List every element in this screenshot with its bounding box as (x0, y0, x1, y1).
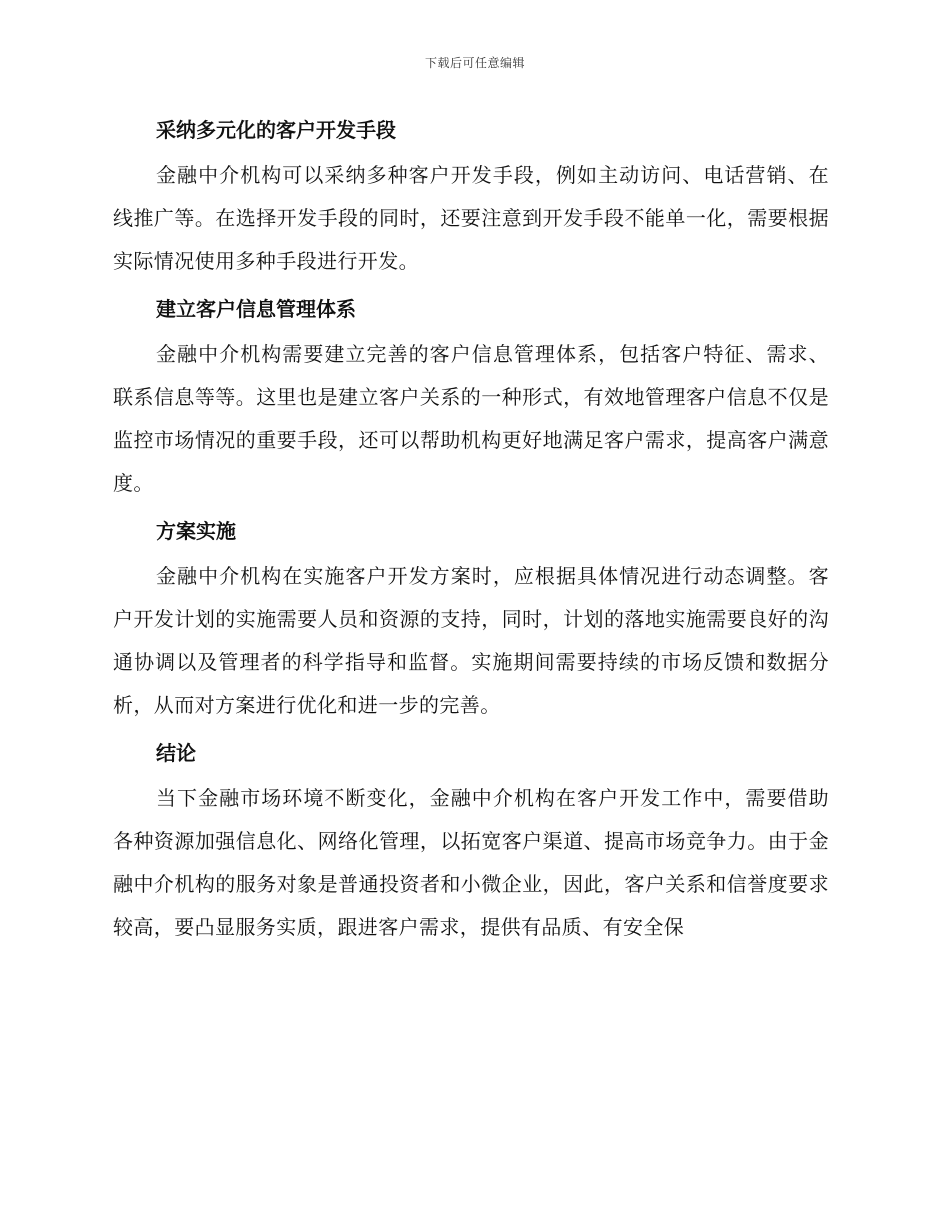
section-paragraph: 金融中介机构可以采纳多种客户开发手段，例如主动访问、电话营销、在线推广等。在选择开发手段的同时，还要注意到开发手段不能单一化，需要根据实际情况使用多种手段进行开发。 (113, 163, 829, 273)
section-heading: 方案实施 (156, 519, 236, 543)
document-body (113, 108, 829, 949)
section-paragraph: 当下金融市场环境不断变化，金融中介机构在客户开发工作中，需要借助各种资源加强信息化、网络化管理，以拓宽客户渠道、提高市场竞争力。由于金融中介机构的服务对象是普通投资者和小微企业，因此，客户关系和信誉度要求较高，要凸显服务实质，跟进客户需求，提供有品质、有安全保 (113, 786, 829, 939)
section-heading: 结论 (156, 741, 196, 765)
page-header: 下载后可任意编辑 (424, 56, 525, 70)
section-paragraph: 金融中介机构需要建立完善的客户信息管理体系，包括客户特征、需求、联系信息等等。这里也是建立客户关系的一种形式，有效地管理客户信息不仅是监控市场情况的重要手段，还可以帮助机构更好地满足客户需求，提高客户满意度。 (113, 342, 829, 495)
section-heading: 建立客户信息管理体系 (156, 297, 356, 321)
section-paragraph: 金融中介机构在实施客户开发方案时，应根据具体情况进行动态调整。客户开发计划的实施需要人员和资源的支持，同时，计划的落地实施需要良好的沟通协调以及管理者的科学指导和监督。实施期间需要持续的市场反馈和数据分析，从而对方案进行优化和进一步的完善。 (113, 564, 829, 717)
section-heading: 采纳多元化的客户开发手段 (156, 118, 396, 142)
